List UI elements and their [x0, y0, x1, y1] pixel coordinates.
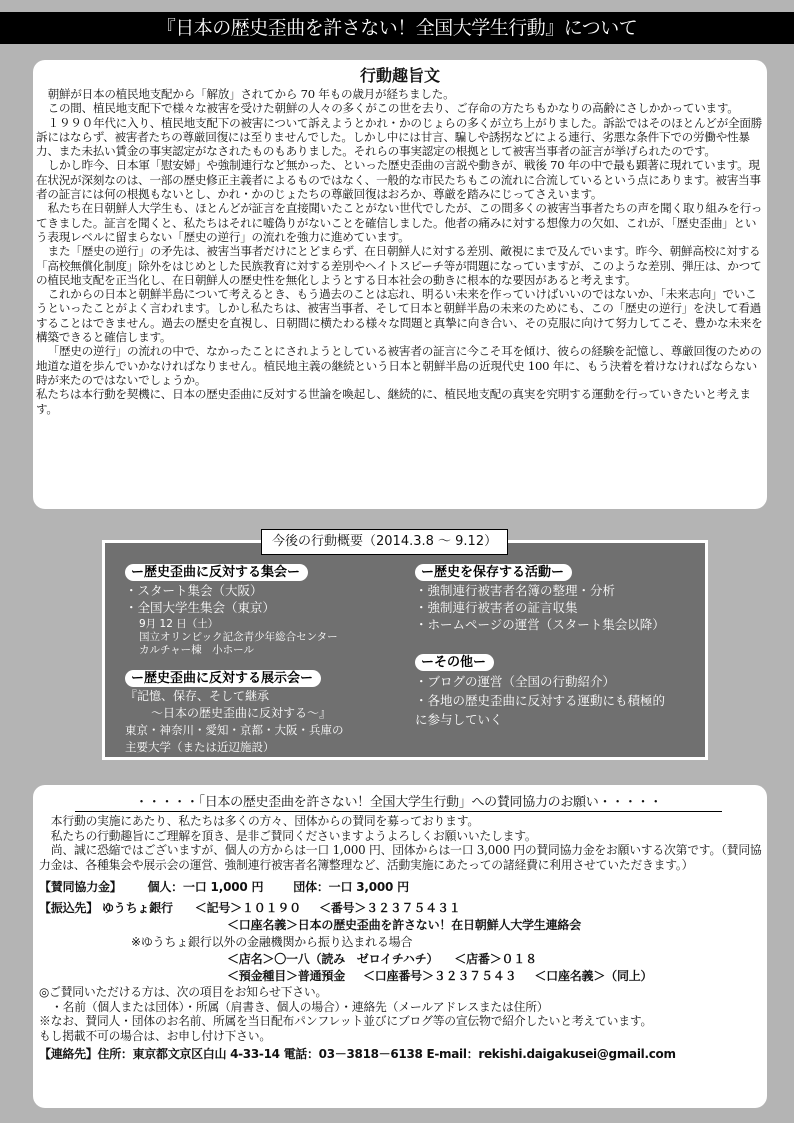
transfer-bank: ゆうちょ銀行 [102, 901, 173, 915]
transfer-branch-row [39, 951, 767, 968]
exhibition-name-line2: ～日本の歴史歪曲に反対する～』 [151, 706, 332, 720]
purpose-paragraph: しかし昨今、日本軍「慰安婦」や強制連行など無かった、といった歴史歪曲の言説や動きが、戦後 70 年の中で最も顕著に現れています。現在状況が深刻なのは、一部の歴史修正主義者によるものではなく、一般的な市民たちもこの流れに合流しているという点にあります。被害当事者の証言には何の根拠もないとし、かれ・かのじょたちの尊厳回復はおろか、尊厳を踏みにじってさえいます。 [36, 158, 761, 202]
transfer-label: 【振込先】 [39, 901, 99, 915]
support-request-panel [33, 785, 767, 1108]
transfer-branch: ＜店名＞〇一八（読み ゼロイチハチ） [227, 952, 439, 966]
list-item: ・ホームページの運営（スタート集会以降） [415, 617, 665, 632]
purpose-paragraph: これからの日本と朝鮮半島について考えるとき、もう過去のことは忘れ、明るい未来を作っていけばいいのではないか、「未来志向」でいこうといったことがよく言われます。しかし私たちは、被害当事者、そして日本と朝鮮半島の未来のためにも、この「歴史の逆行」を決して看過することはできません。過去の歴史を直視し、日朝間に横たわる様々な問題と真摯に向き合い、その克服に向けて努力してこそ、豊かな未来を構築できると確信します。 [36, 287, 763, 345]
gatherings-group [125, 563, 405, 657]
fee-group: 団体：一口 3,000 円 [293, 880, 409, 894]
preservation-title: ー歴史を保存する活動ー [415, 564, 572, 581]
list-item: ・各地の歴史歪曲に反対する運動にも積極的 [415, 693, 666, 708]
purpose-paragraph: また「歴史の逆行」の矛先は、被害当事者だけにとどまらず、在日朝鮮人に対する差別、敵視にまで及んでいます。昨今、朝鮮高校に対する「高校無償化制度」除外をはじめとした民族教育に対する差別やヘイトスピーチ等が問題になっていますが、このような差別、弾圧は、かつての植民地支配を正当化し、在日朝鮮人の歴史性を無化しようとする日本社会の動きに根本的な要因があると考えます。 [36, 244, 762, 287]
purpose-paragraph: 朝鮮が日本の植民地支配から「解放」されてから 70 年もの歳月が経ちました。 [47, 87, 455, 101]
purpose-paragraph: 私たち在日朝鮮人大学生も、ほとんどが証言を直接聞いたことがない世代でしたが、この間多くの被害当事者たちの声を聞く取り組みを行ってきました。証言を聞くと、私たちはそれに嘘偽りがないことを確信しました。他者の痛みに対する想像力の欠如、これが、「歴史歪曲」という表現レベルに留まらない「歴史の逆行」の流れを強力に進めています。 [36, 201, 763, 244]
support-paragraph: 本行動の実施にあたり、私たちは多くの方々、団体からの賛同を募っております。 [50, 814, 479, 828]
purpose-paragraph: 私たちは本行動を契機に、日本の歴史歪曲に反対する世論を喚起し、継続的に、植民地支配の真実を究明する運動を行っていきたいと考えます。 [36, 387, 751, 416]
transfer-account-no: ＜口座番号＞３２３７５４３ [362, 969, 517, 983]
schedule-left-column [125, 563, 405, 768]
schedule-box [102, 534, 708, 760]
transfer-row [39, 900, 767, 917]
fee-row [39, 879, 767, 896]
gathering-venue: 国立オリンピック記念青少年総合センター [139, 631, 338, 643]
transfer-code: ＜記号＞１０１９０ [194, 901, 301, 915]
schedule-right-column [415, 563, 705, 741]
contact-info: 【連絡先】住所：東京都文京区白山 4-33-14 電話：03－3818－6138 E-mail：rekishi.daigakusei@gmail.com [39, 1047, 676, 1061]
exhibition-places: 東京・神奈川・愛知・京都・大阪・兵庫の [125, 723, 344, 737]
request-fields: ・名前（個人または団体）・所属（肩書き、個人の場合）・連絡先（メールアドレスまたは住所） [51, 999, 549, 1014]
purpose-paragraph: この間、植民地支配下で様々な被害を受けた朝鮮の人々の多くがこの世を去り、ご存命の方たちもかなりの高齢にさしかかっています。 [47, 101, 739, 116]
notice-text: ※なお、賛同人・団体のお名前、所属を当日配布パンフレット並びにブログ等の宣伝物で紹介したいと考えています。 [39, 1014, 653, 1028]
gatherings-title: ー歴史歪曲に反対する集会ー [125, 564, 308, 581]
preservation-group [415, 563, 705, 633]
other-group [415, 653, 705, 729]
request-text: ◎ご賛同いただける方は、次の項目をお知らせ下さい。 [39, 985, 328, 999]
schedule-label: 今後の行動概要（2014.3.8 ～ 9.12） [261, 529, 508, 555]
exhibition-group [125, 669, 405, 756]
list-item: ・スタート集会（大阪） [125, 583, 263, 598]
transfer-account-name: ＜口座名義＞日本の歴史歪曲を許さない！在日朝鮮人大学生連絡会 [227, 918, 582, 932]
gathering-hall: カルチャー棟 小ホール [139, 644, 254, 656]
purpose-body [33, 87, 767, 416]
transfer-deposit-type: ＜預金種目＞普通預金 [227, 969, 346, 983]
purpose-paragraph: １９９０年代に入り、植民地支配下の被害について訴えようとかれ・かのじょらの多くが立ち上がりました。訴訟ではそのほとんどが全面勝訴にはならず、被害者たちの尊厳回復には至りませんでした。しかし中には甘言、騙しや誘拐などによる連行、劣悪な条件下での労働や性暴力、また未払い賃金の事実認定がなされたものもありました。それらの事実認定の根拠として被害当事者の証言が挙げられたのです。 [36, 115, 763, 159]
purpose-paragraph: 「歴史の逆行」の流れの中で、なかったことにされようとしている被害者の証言に今こそ耳を傾け、彼らの経験を記憶し、尊厳回復のための地道な道を歩んでいかなければなりません。植民地主義の継続という日本と朝鮮半島の近現代史 100 年に、もう決着を着けなければならない時が来たのではないでしょうか。 [36, 344, 762, 387]
fee-label: 【賛同協力金】 [39, 880, 122, 894]
support-paragraph: 尚、誠に恐縮ではございますが、個人の方からは一口 1,000 円、団体からは一口 3,000 円の賛同協力金をお願いする次第です。（賛同協力金は、各種集会や展示会の運営、強制連行被害者名簿整理など、活動実施にあたっての諸経費に利用させていただきます。） [39, 843, 762, 872]
support-paragraph: 私たちの行動趣旨にご理解を頂き、是非ご賛同くださいますようよろしくお願いいたします。 [50, 828, 537, 843]
list-item: に参与していく [415, 712, 503, 727]
list-item: ・強制連行被害者の証言収集 [415, 600, 578, 615]
support-body [33, 812, 767, 1062]
exhibition-name-line1: 『記憶、保存、そして継承 [125, 689, 270, 703]
purpose-heading: 行動趣旨文 [359, 66, 440, 85]
other-title: ーその他ー [415, 654, 494, 671]
list-item: ・ブログの運営（全国の行動紹介） [415, 674, 616, 689]
fee-individual: 個人：一口 1,000 円 [147, 880, 264, 894]
purpose-statement-panel [33, 60, 767, 509]
list-item: ・全国大学生集会（東京） [125, 600, 276, 615]
transfer-note: ※ゆうちょ銀行以外の金融機関から振り込まれる場合 [131, 935, 413, 949]
transfer-number: ＜番号＞３２３７５４３１ [318, 901, 461, 915]
transfer-branch-no: ＜店番＞０１８ [454, 952, 537, 966]
exhibition-title: ー歴史歪曲に反対する展示会ー [125, 670, 321, 687]
list-item: ・強制連行被害者名簿の整理・分析 [415, 583, 616, 598]
gathering-date: 9月 12 日（土） [139, 618, 219, 630]
notice-text-2: もし掲載不可の場合は、お申し付け下さい。 [39, 1028, 271, 1043]
page-title: 『日本の歴史歪曲を許さない！全国大学生行動』について [0, 12, 794, 44]
transfer-account-name-2: ＜口座名義＞（同上） [534, 969, 653, 983]
exhibition-places-2: 主要大学（または近辺施設） [125, 740, 275, 754]
support-title: ・・・・・「日本の歴史歪曲を許さない！全国大学生行動」への賛同協力のお願い・・・・・ [75, 794, 722, 812]
transfer-account-row [39, 968, 767, 985]
